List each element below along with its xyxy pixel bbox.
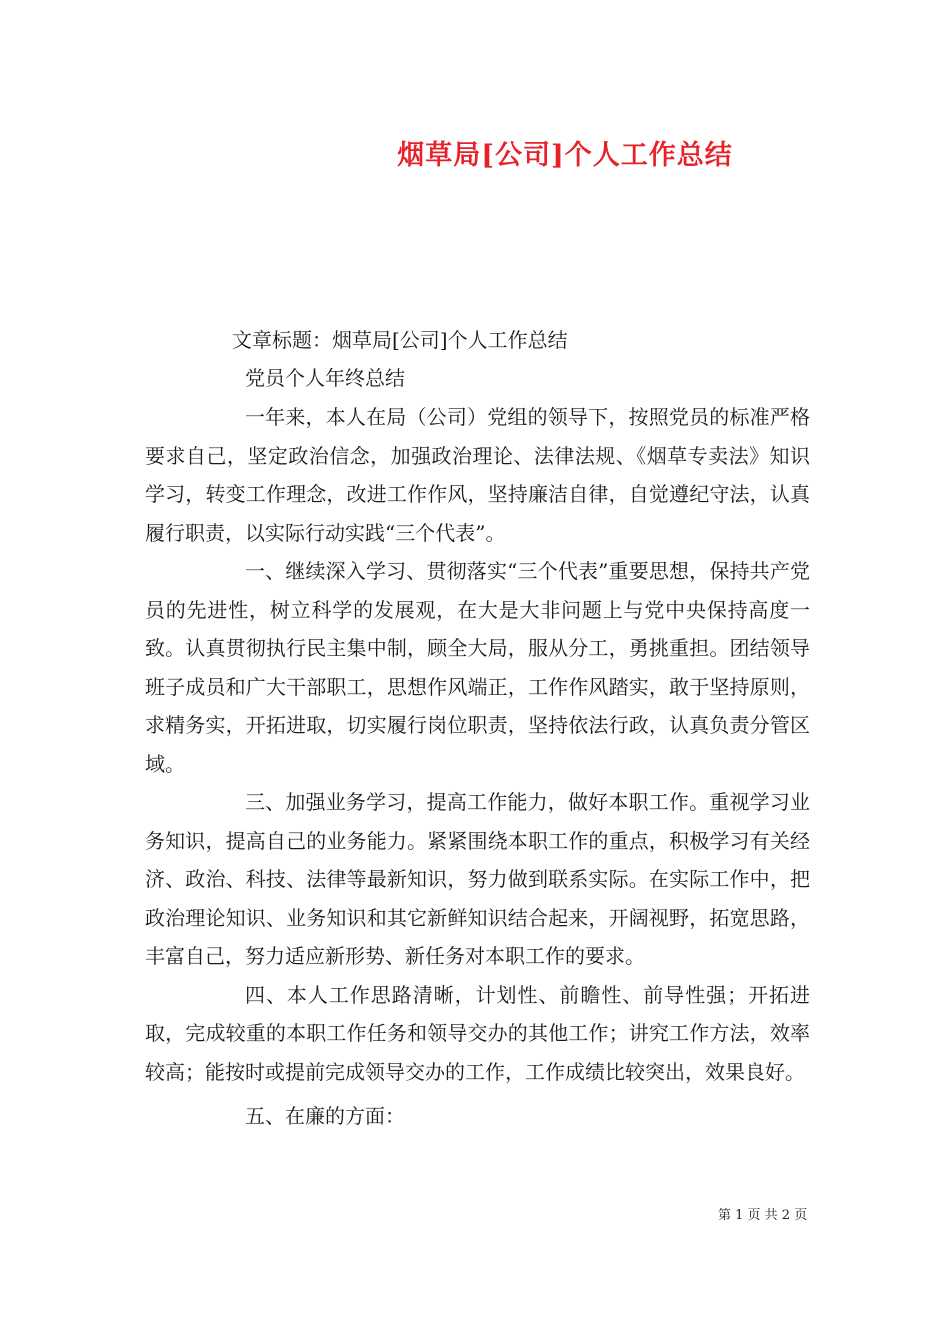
article-title-line: 文章标题：烟草局[公司]个人工作总结 (232, 328, 568, 352)
body-paragraph-section-3: 三、加强业务学习，提高工作能力，做好本职工作。重视学习业务知识，提高自己的业务能力。紧紧围绕本职工作的重点，积极学习有关经济、政治、科技、法律等最新知识，努力做到联系实际。在实际工作中，把政治理论知识、业务知识和其它新鲜知识结合起来，开阔视野，拓宽思路，丰富自己，努力适应新形势、新任务对本职工作的要求。 (145, 790, 810, 968)
body-paragraph-intro: 一年来，本人在局（公司）党组的领导下，按照党员的标准严格要求自己，坚定政治信念，加强政治理论、法律法规、《烟草专卖法》知识学习，转变工作理念，改进工作作风，坚持廉洁自律，自觉遵纪守法，认真履行职责，以实际行动实践“三个代表”。 (145, 405, 810, 545)
document-body (145, 398, 810, 1136)
page-indicator: 第 1 页 共 2 页 (718, 1208, 808, 1223)
document-subtitle: 党员个人年终总结 (245, 366, 405, 390)
body-paragraph-section-1: 一、继续深入学习、贯彻落实“三个代表”重要思想，保持共产党员的先进性，树立科学的发展观，在大是大非问题上与党中央保持高度一致。认真贯彻执行民主集中制，顾全大局，服从分工，勇挑重担。团结领导班子成员和广大干部职工，思想作风端正，工作作风踏实，敢于坚持原则，求精务实，开拓进取，切实履行岗位职责，坚持依法行政，认真负责分管区域。 (145, 559, 810, 776)
body-paragraph-section-4: 四、本人工作思路清晰，计划性、前瞻性、前导性强；开拓进取，完成较重的本职工作任务和领导交办的其他工作；讲究工作方法，效率较高；能按时或提前完成领导交办的工作，工作成绩比较突出，效果良好。 (145, 982, 810, 1084)
body-paragraph-section-5: 五、在廉的方面： (245, 1104, 405, 1128)
document-title: 烟草局[公司]个人工作总结 (397, 140, 733, 171)
